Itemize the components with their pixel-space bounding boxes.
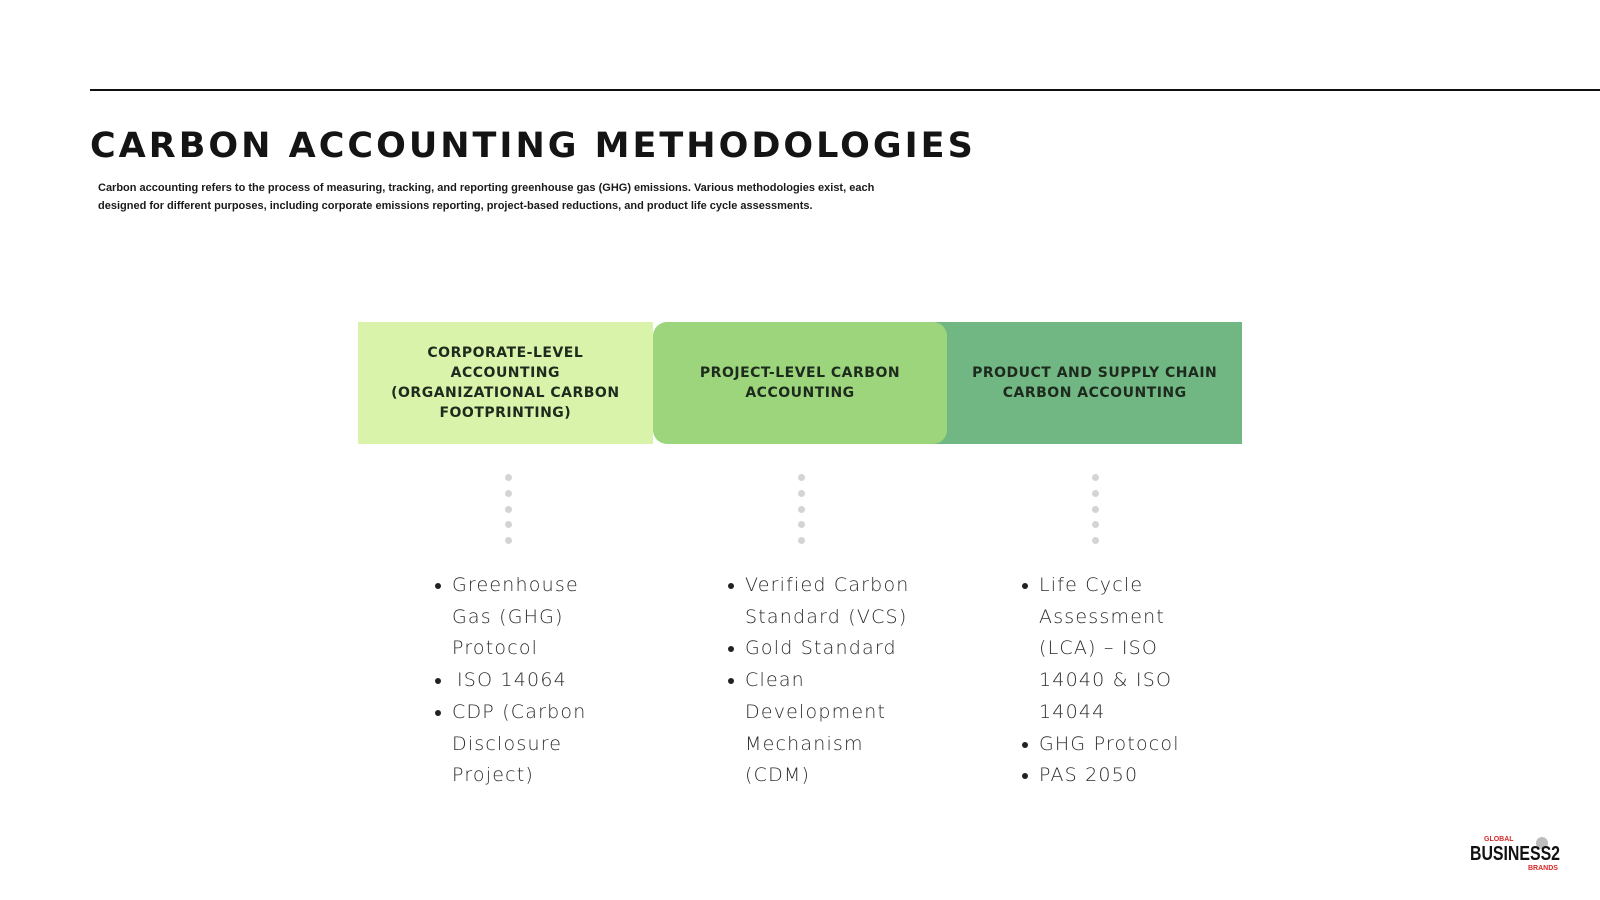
methods-list-corporate: [432, 570, 612, 792]
connector-dot: [1092, 521, 1099, 528]
connector-dot: [1092, 490, 1099, 497]
list-item: Verified Carbon Standard (VCS): [745, 570, 925, 633]
connector-dots-corporate: [504, 474, 512, 544]
list-item: Greenhouse Gas (GHG) Protocol: [452, 570, 612, 665]
category-heading-project: PROJECT-LEVEL CARBON ACCOUNTING: [653, 322, 948, 444]
category-heading-corporate: CORPORATE-LEVEL ACCOUNTING (ORGANIZATIONAL CARBON FOOTPRINTING): [358, 322, 653, 444]
connector-dot: [505, 521, 512, 528]
connector-dot: [798, 506, 805, 513]
list-item: Gold Standard: [745, 633, 925, 665]
list-item: Life Cycle Assessment (LCA) – ISO 14040 & ISO 14044: [1039, 570, 1209, 729]
intro-paragraph: Carbon accounting refers to the process of measuring, tracking, and reporting greenhouse gas (GHG) emissions. Various methodologies exist, each designed for different purposes, including corporate emissions reporting, project-based reductions, and product life cycle assessments.: [98, 182, 875, 212]
connector-dot: [798, 537, 805, 544]
top-divider-line: [90, 89, 1600, 91]
connector-dot: [505, 506, 512, 513]
list-item: Clean Development Mechanism (CDM): [745, 665, 925, 792]
connector-dot: [505, 474, 512, 481]
connector-dot: [505, 537, 512, 544]
list-item: ISO 14064: [452, 665, 612, 697]
page-title: CARBON ACCOUNTING METHODOLOGIES: [90, 126, 976, 166]
connector-dot: [798, 474, 805, 481]
category-heading-product: PRODUCT AND SUPPLY CHAIN CARBON ACCOUNTING: [933, 322, 1242, 444]
connector-dots-project: [797, 474, 805, 544]
logo-bottom-text: BRANDS: [1528, 865, 1558, 872]
list-item: CDP (Carbon Disclosure Project): [452, 697, 612, 792]
connector-dot: [1092, 506, 1099, 513]
connector-dot: [1092, 537, 1099, 544]
methods-list-product: [1019, 570, 1209, 792]
category-banner: [358, 322, 1242, 444]
connector-dot: [798, 521, 805, 528]
methods-list-project: [725, 570, 925, 792]
connector-dot: [1092, 474, 1099, 481]
connector-dots-product: [1091, 474, 1099, 544]
global-business2-brands-logo: [1470, 832, 1570, 872]
list-item: GHG Protocol: [1039, 729, 1209, 761]
connector-dot: [505, 490, 512, 497]
connector-dot: [798, 490, 805, 497]
list-item: PAS 2050: [1039, 760, 1209, 792]
logo-top-text: GLOBAL: [1484, 836, 1514, 843]
logo-main-text: BUSINESS2: [1470, 843, 1560, 865]
